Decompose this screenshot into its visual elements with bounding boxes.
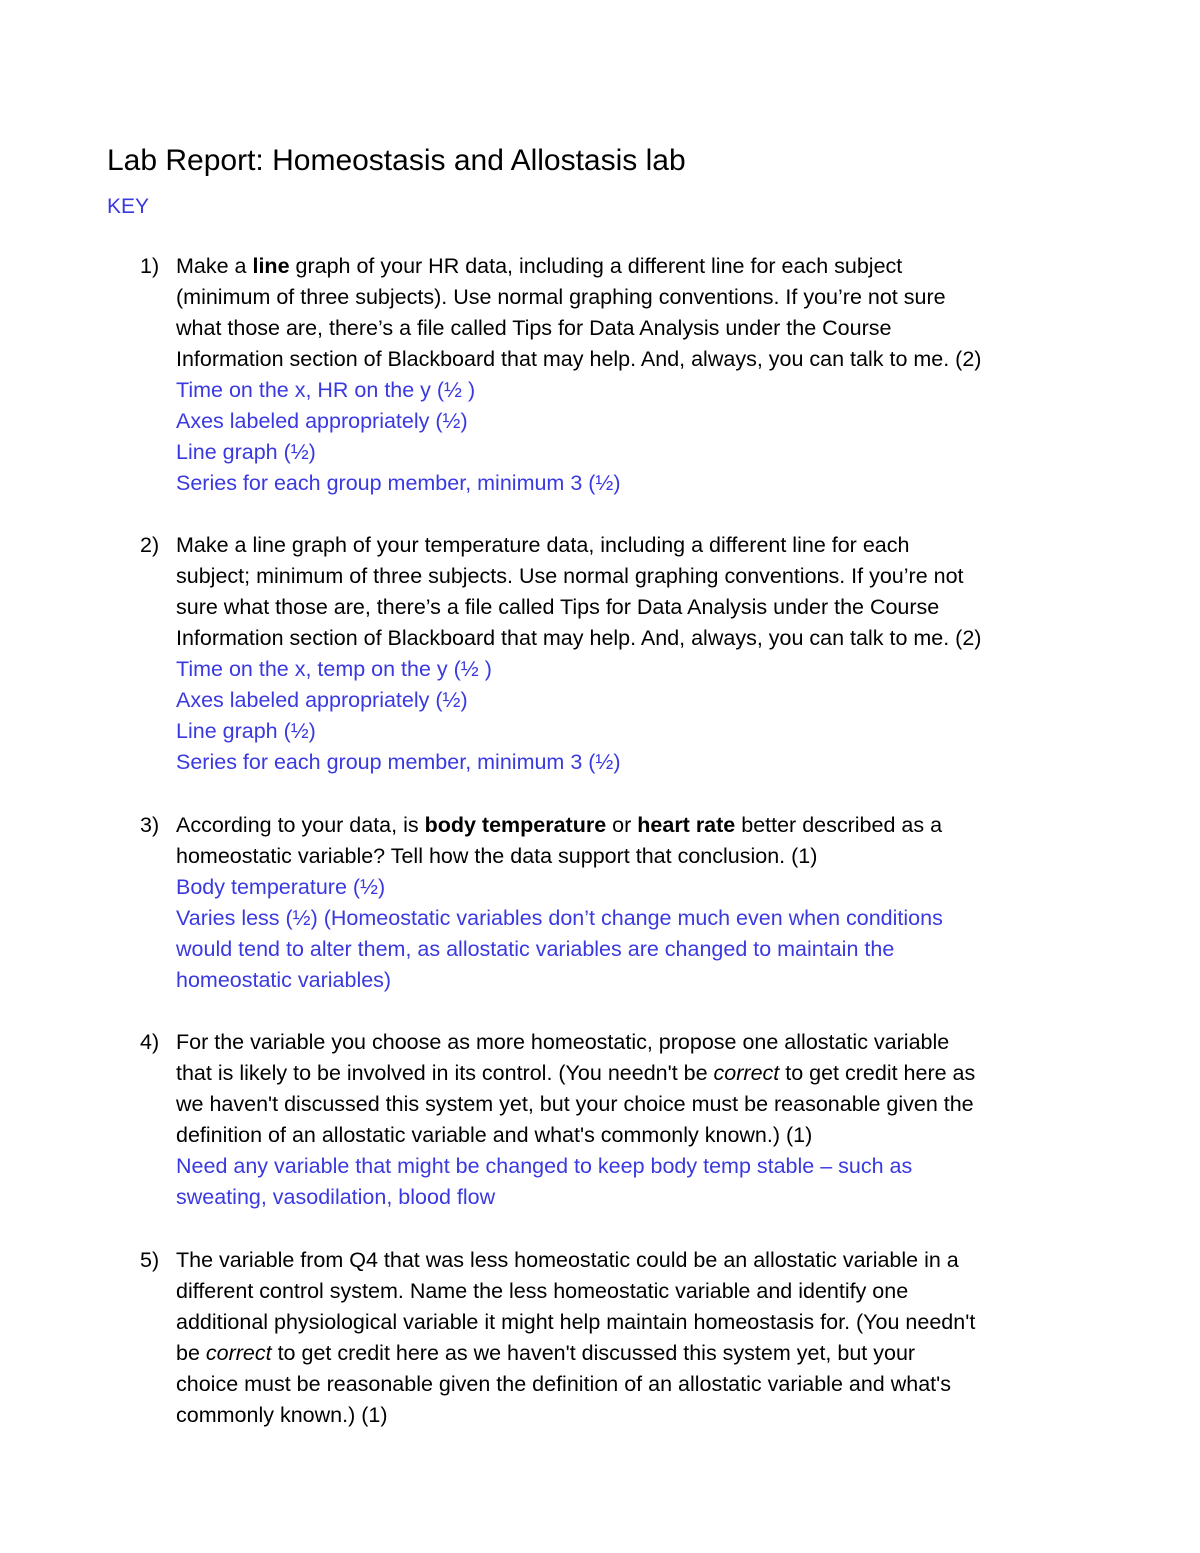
answer-line: Time on the x, HR on the y (½ ) bbox=[176, 378, 476, 402]
answer-line: Series for each group member, minimum 3 (½) bbox=[176, 750, 621, 774]
question-line: Make a line graph of your HR data, including a different line for each subject bbox=[176, 254, 903, 278]
emphasis-bold: line bbox=[252, 254, 290, 278]
answer-line: Need any variable that might be changed to keep body temp stable – such as bbox=[176, 1154, 913, 1178]
question-line: The variable from Q4 that was less homeostatic could be an allostatic variable in a bbox=[176, 1248, 959, 1272]
question-line: Information section of Blackboard that may help. And, always, you can talk to me. (2) bbox=[176, 347, 982, 371]
question-line: different control system. Name the less homeostatic variable and identify one bbox=[176, 1279, 909, 1303]
answer-line: homeostatic variables) bbox=[176, 968, 392, 992]
answer-line: Line graph (½) bbox=[176, 719, 316, 743]
question-number: 2) bbox=[140, 533, 160, 557]
question-line: homeostatic variable? Tell how the data support that conclusion. (1) bbox=[176, 844, 818, 868]
question-line: sure what those are, there’s a file called Tips for Data Analysis under the Course bbox=[176, 595, 940, 619]
answer-line: Axes labeled appropriately (½) bbox=[176, 409, 468, 433]
question-line: that is likely to be involved in its control. (You needn't be correct to get credit here as bbox=[176, 1061, 976, 1085]
question-line: commonly known.) (1) bbox=[176, 1403, 388, 1427]
question-number: 3) bbox=[140, 813, 160, 837]
emphasis-bold: heart rate bbox=[637, 813, 736, 837]
key-label: KEY bbox=[107, 195, 150, 218]
answer-line: sweating, vasodilation, blood flow bbox=[176, 1185, 496, 1209]
question-line: (minimum of three subjects). Use normal graphing conventions. If you’re not sure bbox=[176, 285, 946, 309]
emphasis-italic: correct bbox=[713, 1061, 780, 1085]
page-title: Lab Report: Homeostasis and Allostasis lab bbox=[107, 144, 686, 177]
question-line: be correct to get credit here as we haven't discussed this system yet, but your bbox=[176, 1341, 916, 1365]
question-line: Information section of Blackboard that may help. And, always, you can talk to me. (2) bbox=[176, 626, 982, 650]
question-body bbox=[176, 251, 1076, 499]
question-body bbox=[176, 530, 1076, 778]
answer-line: Time on the x, temp on the y (½ ) bbox=[176, 657, 492, 681]
answer-line: Axes labeled appropriately (½) bbox=[176, 688, 468, 712]
answer-line: Series for each group member, minimum 3 (½) bbox=[176, 471, 621, 495]
question-number: 1) bbox=[140, 254, 160, 278]
question-line: For the variable you choose as more homeostatic, propose one allostatic variable bbox=[176, 1030, 950, 1054]
question-line: subject; minimum of three subjects. Use normal graphing conventions. If you’re not bbox=[176, 564, 964, 588]
question-number: 4) bbox=[140, 1030, 160, 1054]
question-line: choice must be reasonable given the definition of an allostatic variable and what's bbox=[176, 1372, 951, 1396]
question-line: definition of an allostatic variable and what's commonly known.) (1) bbox=[176, 1123, 813, 1147]
answer-line: Varies less (½) (Homeostatic variables don’t change much even when conditions bbox=[176, 906, 943, 930]
question-body bbox=[176, 1027, 1076, 1213]
emphasis-italic: correct bbox=[205, 1341, 272, 1365]
question-body bbox=[176, 810, 1076, 996]
question-line: we haven't discussed this system yet, but your choice must be reasonable given the bbox=[176, 1092, 974, 1116]
question-body bbox=[176, 1245, 1076, 1431]
emphasis-bold: body temperature bbox=[424, 813, 607, 837]
answer-line: Body temperature (½) bbox=[176, 875, 386, 899]
question-line: Make a line graph of your temperature data, including a different line for each bbox=[176, 533, 910, 557]
answer-line: Line graph (½) bbox=[176, 440, 316, 464]
question-line: additional physiological variable it might help maintain homeostasis for. (You needn't bbox=[176, 1310, 976, 1334]
question-line: what those are, there’s a file called Tips for Data Analysis under the Course bbox=[176, 316, 892, 340]
answer-line: would tend to alter them, as allostatic variables are changed to maintain the bbox=[176, 937, 895, 961]
question-number: 5) bbox=[140, 1248, 160, 1272]
question-line: According to your data, is body temperature or heart rate better described as a bbox=[176, 813, 943, 837]
